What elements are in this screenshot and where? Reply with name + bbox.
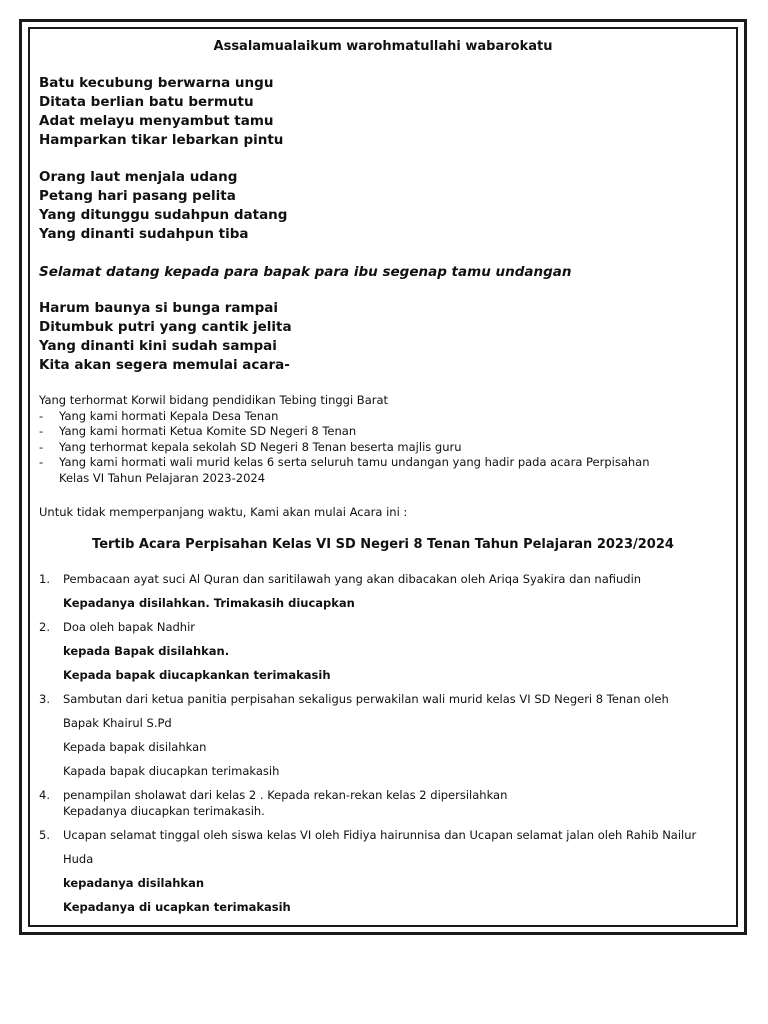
greeting-continuation: Kelas VI Tahun Pelajaran 2023-2024 — [59, 470, 266, 485]
pantun-line: Ditata berlian batu bermutu — [39, 94, 254, 110]
item-number: 3. — [39, 692, 50, 706]
pantun-line: Ditumbuk putri yang cantik jelita — [39, 319, 292, 335]
pantun-stanza-2 — [39, 168, 287, 244]
pantun-line: Yang ditunggu sudahpun datang — [39, 207, 288, 223]
greetings-list — [39, 393, 650, 486]
schedule-item-text: Ucapan selamat tinggal oleh siswa kelas VI oleh Fidiya hairunnisa dan Ucapan selamat jalan oleh Rahib Nailur — [63, 828, 697, 842]
pantun-line: Yang dinanti sudahpun tiba — [39, 226, 249, 242]
greeting-item: - Yang terhormat kepala sekolah SD Negeri 8 Tenan beserta majlis guru — [39, 439, 462, 454]
pantun-line: Hamparkan tikar lebarkan pintu — [39, 132, 284, 148]
schedule-item-continuation: Huda — [63, 852, 94, 866]
pantun-line: Orang laut menjala udang — [39, 169, 238, 185]
pantun-line: Batu kecubung berwarna ungu — [39, 75, 274, 91]
pantun-line: Adat melayu menyambut tamu — [39, 113, 274, 129]
schedule-item-text: Pembacaan ayat suci Al Quran dan saritilawah yang akan dibacakan oleh Ariqa Syakira dan nafiudin — [63, 572, 642, 586]
pantun-line: Petang hari pasang pelita — [39, 188, 236, 204]
greeting-item: - Yang kami hormati wali murid kelas 6 serta seluruh tamu undangan yang hadir pada acara Perpisahan — [39, 455, 650, 469]
pantun-stanza-3 — [39, 299, 292, 375]
schedule-item-text: penampilan sholawat dari kelas 2 . Kepada rekan-rekan kelas 2 dipersilahkan — [63, 788, 508, 802]
schedule-item-note: kepada Bapak disilahkan. — [63, 644, 230, 658]
schedule-item-text: Doa oleh bapak Nadhir — [63, 620, 196, 634]
item-number: 1. — [39, 572, 50, 586]
pantun-line: Harum baunya si bunga rampai — [39, 300, 279, 316]
schedule-item-note: Kepadanya di ucapkan terimakasih — [63, 900, 291, 914]
pantun-line: Yang dinanti kini sudah sampai — [39, 338, 277, 354]
greeting-item: - Yang kami hormati Kepala Desa Tenan — [39, 408, 279, 423]
opening-statement: Untuk tidak memperpanjang waktu, Kami akan mulai Acara ini : — [39, 505, 408, 519]
item-number: 4. — [39, 788, 50, 802]
schedule-item-continuation: Bapak Khairul S.Pd — [63, 716, 172, 730]
schedule-item-text: Sambutan dari ketua panitia perpisahan sekaligus perwakilan wali murid kelas VI SD Negeri 8 Tenan oleh — [63, 692, 669, 706]
schedule-item-note: kepadanya disilahkan — [63, 876, 205, 890]
schedule-item-note: Kepada bapak diucapkankan terimakasih — [63, 668, 331, 682]
greeting-title: Assalamualaikum warohmatullahi wabarokatu — [213, 39, 553, 54]
pantun-stanza-1 — [39, 74, 283, 150]
document-inner-border — [28, 27, 738, 927]
greeting-first: Yang terhormat Korwil bidang pendidikan Tebing tinggi Barat — [39, 393, 389, 407]
schedule-title: Tertib Acara Perpisahan Kelas VI SD Negeri 8 Tenan Tahun Pelajaran 2023/2024 — [92, 537, 674, 552]
item-number: 5. — [39, 828, 50, 842]
schedule-item-note: Kepada bapak disilahkan — [63, 740, 207, 754]
welcome-line: Selamat datang kepada para bapak para ibu segenap tamu undangan — [39, 264, 572, 280]
item-number: 2. — [39, 620, 50, 634]
pantun-line: Kita akan segera memulai acara- — [39, 357, 290, 373]
schedule-item-note: Kapada bapak diucapkan terimakasih — [63, 764, 280, 778]
greeting-item: - Yang kami hormati Ketua Komite SD Negeri 8 Tenan — [39, 424, 357, 438]
schedule-item-note: Kepadanya diucapkan terimakasih. — [63, 804, 265, 818]
document-border — [19, 19, 747, 935]
schedule-item-note: Kepadanya disilahkan. Trimakasih diucapkan — [63, 596, 355, 610]
